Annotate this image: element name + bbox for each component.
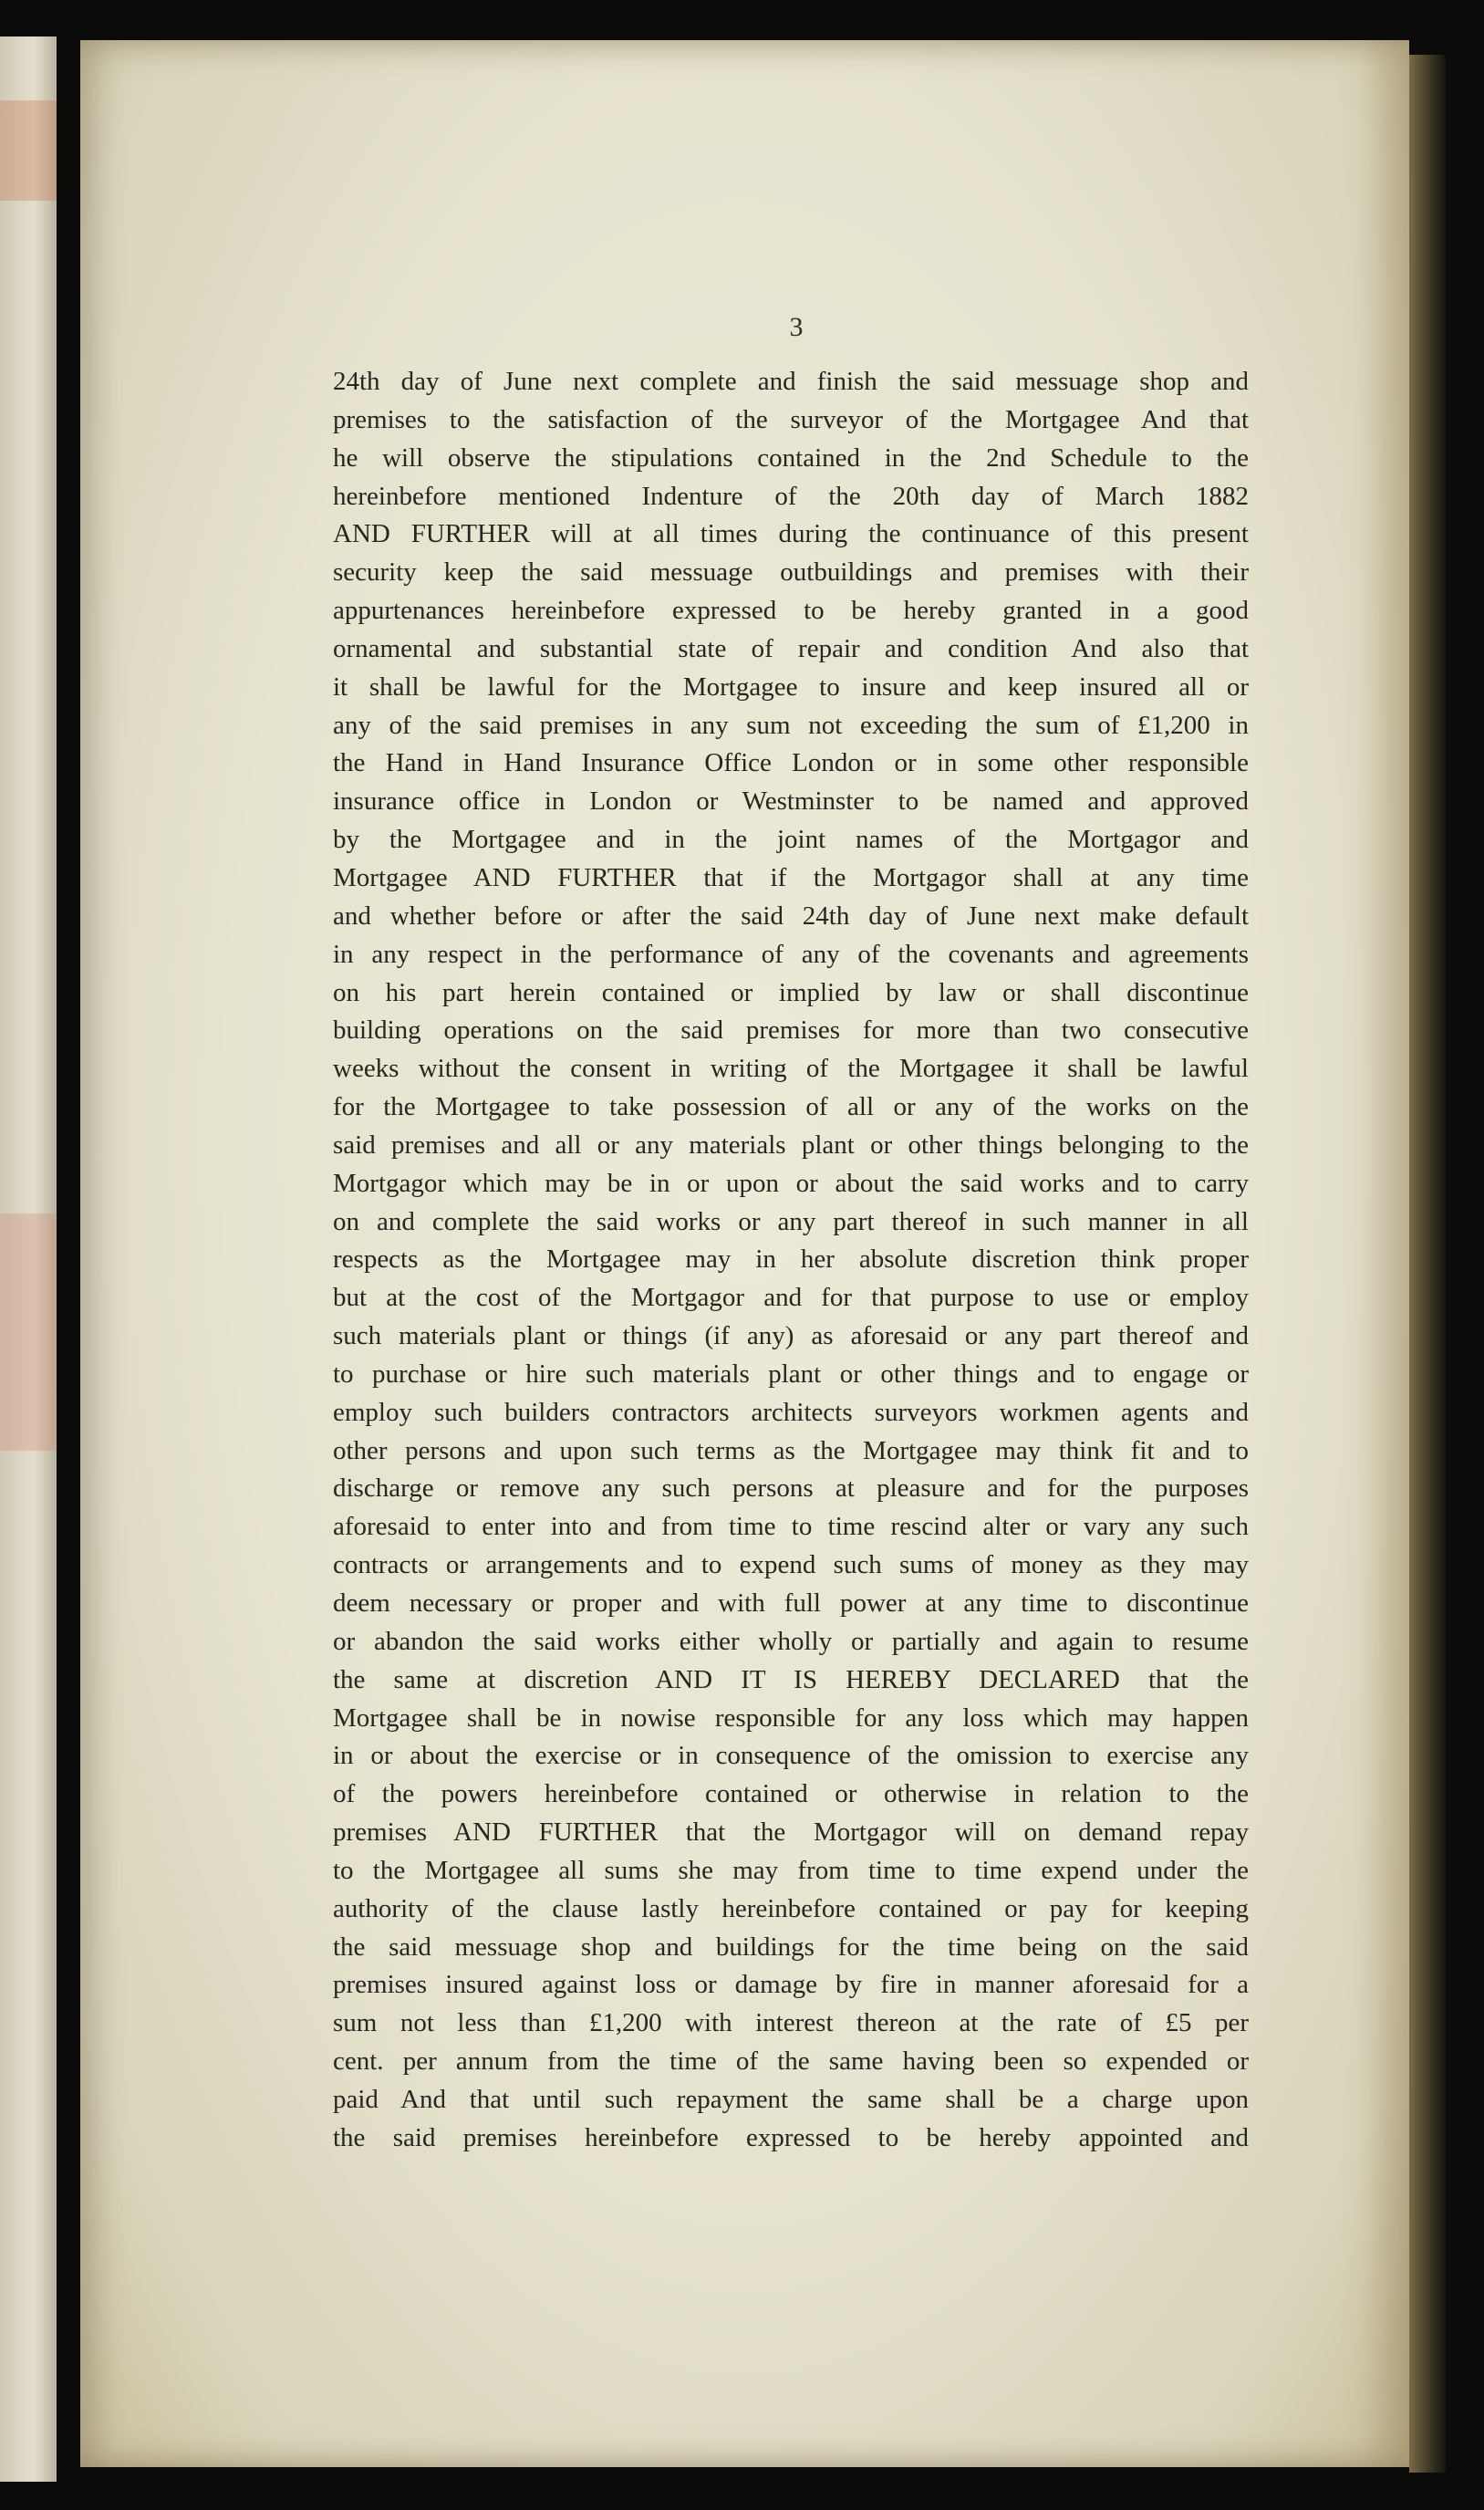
text-line: premises to the satisfaction of the surveyor of the Mortgagee And that — [333, 404, 1249, 434]
text-line: contracts or arrangements and to expend such sums of money as they may — [333, 1550, 1249, 1580]
text-line: 24th day of June next complete and finish the said messuage shop and — [333, 367, 1249, 396]
text-line: in or about the exercise or in consequence of the omission to exercise any — [333, 1741, 1249, 1771]
text-line: the said messuage shop and buildings for the time being on the said — [333, 1932, 1249, 1962]
document-body — [333, 363, 1249, 2158]
text-line: premises insured against loss or damage by fire in manner aforesaid for a — [333, 1970, 1249, 2000]
adjacent-page-edge — [0, 36, 57, 2482]
text-line: deem necessary or proper and with full power at any time to discontinue — [333, 1588, 1249, 1618]
text-line: appurtenances hereinbefore expressed to be hereby granted in a good — [333, 596, 1249, 626]
text-line: any of the said premises in any sum not exceeding the sum of £1,200 in — [333, 710, 1249, 740]
text-line: employ such builders contractors architects surveyors workmen agents and — [333, 1397, 1249, 1427]
text-line: hereinbefore mentioned Indenture of the 20th day of March 1882 — [333, 481, 1249, 511]
text-line: discharge or remove any such persons at pleasure and for the purposes — [333, 1474, 1249, 1504]
text-line: for the Mortgagee to take possession of all or any of the works on the — [333, 1092, 1249, 1122]
text-line: the same at discretion AND IT IS HEREBY DECLARED that the — [333, 1664, 1249, 1694]
page-number: 3 — [789, 312, 804, 342]
text-line: weeks without the consent in writing of the Mortgagee it shall be lawful — [333, 1054, 1249, 1084]
text-line: on and complete the said works or any part thereof in such manner in all — [333, 1206, 1249, 1236]
text-line: in any respect in the performance of any of the covenants and agreements — [333, 939, 1249, 969]
text-line: it shall be lawful for the Mortgagee to insure and keep insured all or — [333, 672, 1249, 702]
text-line: building operations on the said premises for more than two consecutive — [333, 1015, 1249, 1046]
text-line: but at the cost of the Mortgagor and for that purpose to use or employ — [333, 1283, 1249, 1313]
text-line: authority of the clause lastly hereinbefore contained or pay for keeping — [333, 1893, 1249, 1923]
page-stain — [0, 1213, 57, 1451]
text-line: Mortgagee AND FURTHER that if the Mortgagor shall at any time — [333, 862, 1249, 892]
text-line: AND FURTHER will at all times during the continuance of this present — [333, 519, 1249, 549]
text-line: such materials plant or things (if any) as aforesaid or any part thereof and — [333, 1321, 1249, 1351]
text-line: on his part herein contained or implied by law or shall discontinue — [333, 977, 1249, 1007]
text-line: and whether before or after the said 24th day of June next make default — [333, 901, 1249, 931]
text-line: respects as the Mortgagee may in her absolute discretion think proper — [333, 1245, 1249, 1275]
text-line: other persons and upon such terms as the Mortgagee may think fit and to — [333, 1435, 1249, 1465]
text-line: security keep the said messuage outbuildings and premises with their — [333, 557, 1249, 588]
text-line: or abandon the said works either wholly or partially and again to resume — [333, 1626, 1249, 1656]
text-line: ornamental and substantial state of repair and condition And also that — [333, 633, 1249, 663]
text-line: to purchase or hire such materials plant or other things and to engage or — [333, 1359, 1249, 1389]
text-line: by the Mortgagee and in the joint names of the Mortgagor and — [333, 825, 1249, 855]
text-line: Mortgagor which may be in or upon or about the said works and to carry — [333, 1168, 1249, 1198]
text-line: the said premises hereinbefore expressed to be hereby appointed and — [333, 2122, 1249, 2152]
text-line: of the powers hereinbefore contained or otherwise in relation to the — [333, 1779, 1249, 1809]
text-line: said premises and all or any materials plant or other things belonging to the — [333, 1130, 1249, 1160]
text-line: he will observe the stipulations contained in the 2nd Schedule to the — [333, 443, 1249, 473]
page-stain — [0, 100, 57, 201]
text-line: paid And that until such repayment the same shall be a charge upon — [333, 2084, 1249, 2114]
text-line: insurance office in London or Westminster to be named and approved — [333, 786, 1249, 817]
text-line: Mortgagee shall be in nowise responsible for any loss which may happen — [333, 1703, 1249, 1733]
text-line: aforesaid to enter into and from time to time rescind alter or vary any such — [333, 1512, 1249, 1542]
text-line: cent. per annum from the time of the same having been so expended or — [333, 2047, 1249, 2077]
text-line: sum not less than £1,200 with interest thereon at the rate of £5 per — [333, 2008, 1249, 2038]
text-line: to the Mortgagee all sums she may from time to time expend under the — [333, 1855, 1249, 1885]
text-line: the Hand in Hand Insurance Office London or in some other responsible — [333, 748, 1249, 778]
book-binding-edge — [1409, 55, 1446, 2473]
text-line: premises AND FURTHER that the Mortgagor will on demand repay — [333, 1817, 1249, 1848]
